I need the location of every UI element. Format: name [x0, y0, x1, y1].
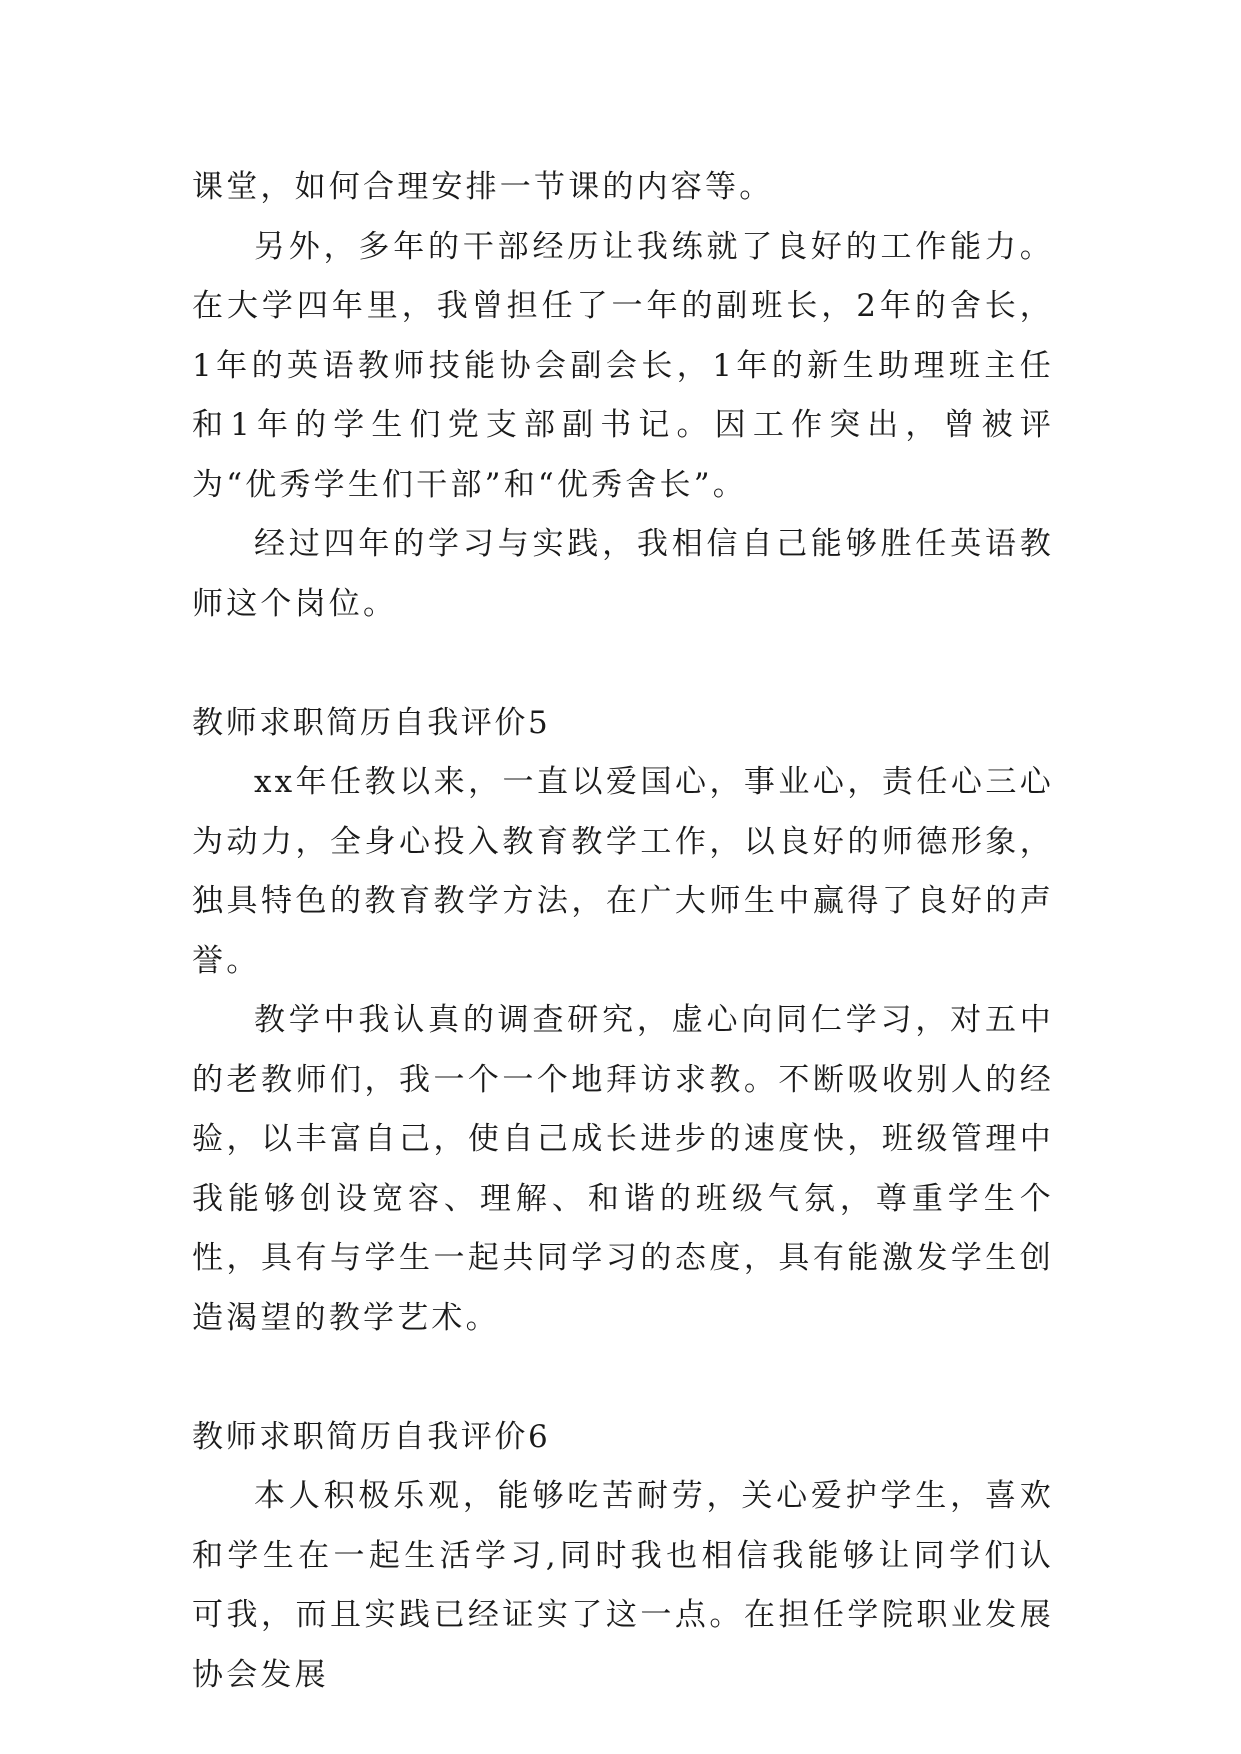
paragraph-continuation: 课堂，如何合理安排一节课的内容等。 [192, 169, 774, 205]
section-heading-6: 教师求职简历自我评价6 [192, 1418, 551, 1455]
paragraph-conclusion: 经过四年的学习与实践，我相信自己能够胜任英语教师这个岗位。 [192, 526, 1054, 622]
section5-paragraph-2: 教学中我认真的调查研究，虚心向同仁学习，对五中的老教师们，我一个一个地拜访求教。不断吸收别人的经验，以丰富自己，使自己成长进步的速度快，班级管理中我能够创设宽容、理解、和谐的班级气氛，尊重学生个性，具有与学生一起共同学习的态度，具有能激发学生创造渴望的教学艺术。 [192, 1002, 1054, 1336]
paragraph-cadre-experience: 另外，多年的干部经历让我练就了良好的工作能力。在大学四年里，我曾担任了一年的副班长，2年的舍长，1年的英语教师技能协会副会长，1年的新生助理班主任和1年的学生们党支部副书记。因工作突出，曾被评为“优秀学生们干部”和“优秀舍长”。 [192, 228, 1054, 503]
section6-paragraph-1: 本人积极乐观，能够吃苦耐劳，关心爱护学生，喜欢和学生在一起生活学习,同时我也相信我能够让同学们认可我，而且实践已经证实了这一点。在担任学院职业发展协会发展 [192, 1478, 1054, 1693]
section5-paragraph-1: xx年任教以来，一直以爱国心，事业心，责任心三心为动力，全身心投入教育教学工作，以良好的师德形象，独具特色的教育教学方法，在广大师生中赢得了良好的声誉。 [192, 764, 1054, 979]
section-heading-5: 教师求职简历自我评价5 [192, 704, 551, 741]
document-body [192, 158, 1054, 1705]
